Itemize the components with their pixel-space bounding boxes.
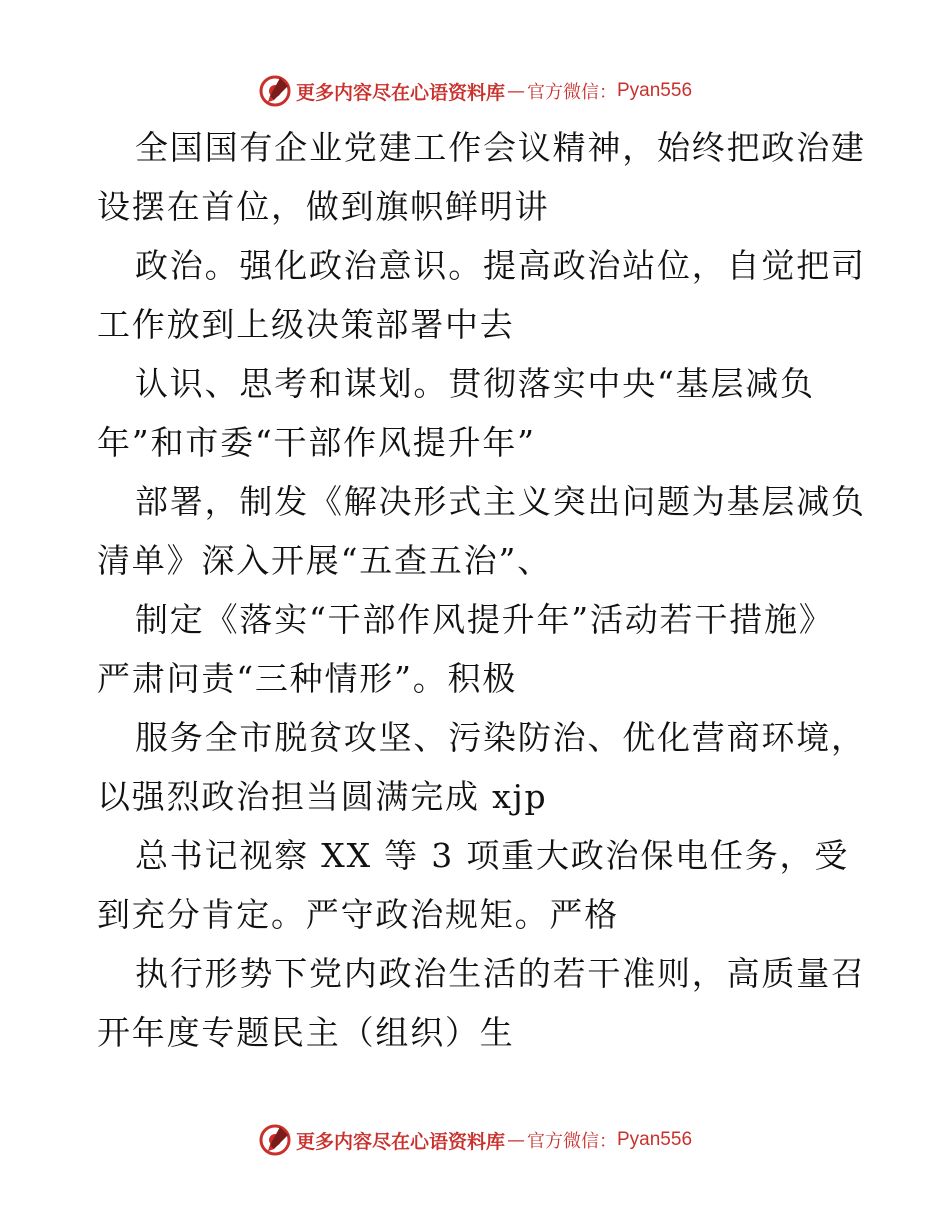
paragraph — [97, 236, 866, 354]
wechat-id: Pyan556 — [617, 1129, 693, 1150]
paragraph-line: 设摆在首位，做到旗帜鲜明讲 — [97, 187, 550, 226]
paragraph-line: 开年度专题民主（组织）生 — [97, 1013, 515, 1052]
promo-text: 更多内容尽在心语资料库 — [295, 1130, 505, 1153]
paragraph-line: 认识、思考和谋划。贯彻落实中央“基层减负 — [135, 364, 815, 403]
paragraph — [97, 118, 866, 236]
paragraph-line: 严肃问责“三种情形”。积极 — [97, 659, 518, 698]
paragraph-line: 制定《落实“干部作风提升年”活动若干措施》 — [135, 600, 834, 639]
official-wechat-label: 官方微信： — [527, 1131, 617, 1152]
official-wechat-label: 官方微信： — [527, 82, 617, 103]
paragraph-line: 总书记视察 XX 等 3 项重大政治保电任务，受 — [135, 836, 850, 875]
paragraph-line: 以强烈政治担当圆满完成 xjp — [97, 777, 548, 816]
paragraph-line: 到充分肯定。严守政治规矩。严格 — [97, 895, 619, 934]
paragraph — [97, 354, 857, 472]
footer-watermark-banner — [0, 1120, 950, 1160]
promo-text: 更多内容尽在心语资料库 — [295, 81, 505, 104]
promo-dash: — — [507, 1129, 525, 1151]
paragraph-line: 服务全市脱贫攻坚、污染防治、优化营商环境， — [135, 718, 866, 757]
paragraph-line: 年”和市委“干部作风提升年” — [97, 423, 536, 462]
paragraph-line: 清单》深入开展“五查五治”、 — [97, 541, 552, 580]
paragraph — [97, 472, 866, 590]
paragraph — [97, 944, 866, 1062]
paragraph-line: 政治。强化政治意识。提高政治站位，自觉把司 — [135, 246, 866, 285]
paragraph-line: 执行形势下党内政治生活的若干准则，高质量召 — [135, 954, 866, 993]
header-watermark-banner — [0, 71, 950, 111]
paragraph-line: 部署，制发《解决形式主义突出问题为基层减负 — [135, 482, 866, 521]
paragraph-line: 全国国有企业党建工作会议精神，始终把政治建 — [135, 128, 866, 167]
promo-dash: — — [507, 80, 525, 102]
paragraph — [97, 590, 857, 708]
document-body — [97, 118, 866, 1062]
pen-circle-logo-icon — [258, 74, 292, 108]
pen-circle-logo-icon — [258, 1123, 292, 1157]
paragraph — [97, 826, 857, 944]
paragraph — [97, 708, 866, 826]
wechat-id: Pyan556 — [617, 80, 693, 101]
paragraph-line: 工作放到上级决策部署中去 — [97, 305, 515, 344]
